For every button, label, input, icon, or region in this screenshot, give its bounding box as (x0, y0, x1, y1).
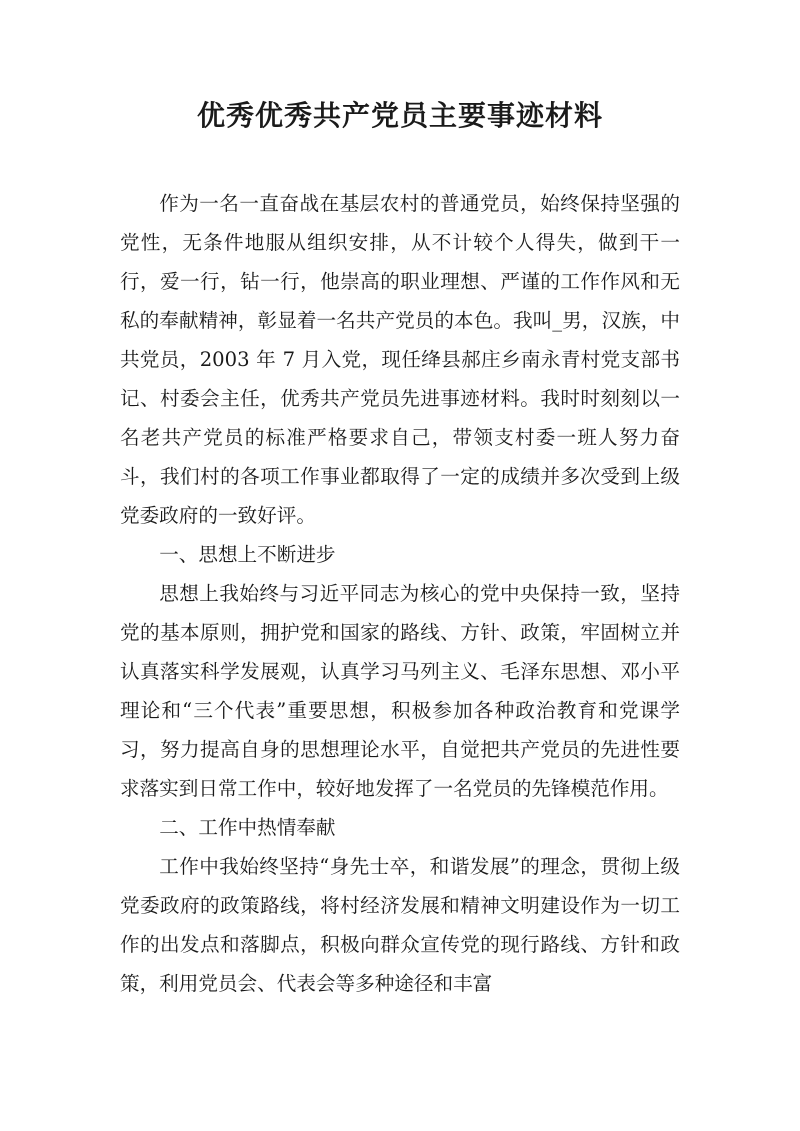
section-heading-2: 二、工作中热情奉献 (159, 816, 336, 839)
document-body (120, 184, 680, 1003)
section-heading-1: 一、思想上不断进步 (159, 543, 336, 566)
intro-paragraph: 作为一名一直奋战在基层农村的普通党员，始终保持坚强的党性，无条件地服从组织安排，从不计较个人得失，做到干一行，爱一行，钻一行，他崇高的职业理想、严谨的工作作风和无私的奉献精神，彰显着一名共产党员的本色。我叫_男，汉族，中共党员，2003 年 7 月入党，现任绛县郝庄乡南永青村党支部书记、村委会主任，优秀共产党员先进事迹材料。我时时刻刻以一名老共产党员的标准严格要求自己，带领支村委一班人努力奋斗，我们村的各项工作事业都取得了一定的成绩并多次受到上级党委政府的一致好评。 (120, 192, 680, 527)
section-2-paragraph: 工作中我始终坚持“身先士卒，和谐发展”的理念，贯彻上级党委政府的政策路线，将村经济发展和精神文明建设作为一切工作的出发点和落脚点，积极向群众宣传党的现行路线、方针和政策，利用党员会、代表会等多种途径和丰富 (120, 855, 680, 995)
section-1-paragraph: 思想上我始终与习近平同志为核心的党中央保持一致，坚持党的基本原则，拥护党和国家的路线、方针、政策，牢固树立并认真落实科学发展观，认真学习马列主义、毛泽东思想、邓小平理论和“三个代表”重要思想，积极参加各种政治教育和党课学习，努力提高自身的思想理论水平，自觉把共产党员的先进性要求落实到日常工作中，较好地发挥了一名党员的先锋模范作用。 (120, 582, 680, 800)
document-title: 优秀优秀共产党员主要事迹材料 (196, 99, 603, 132)
